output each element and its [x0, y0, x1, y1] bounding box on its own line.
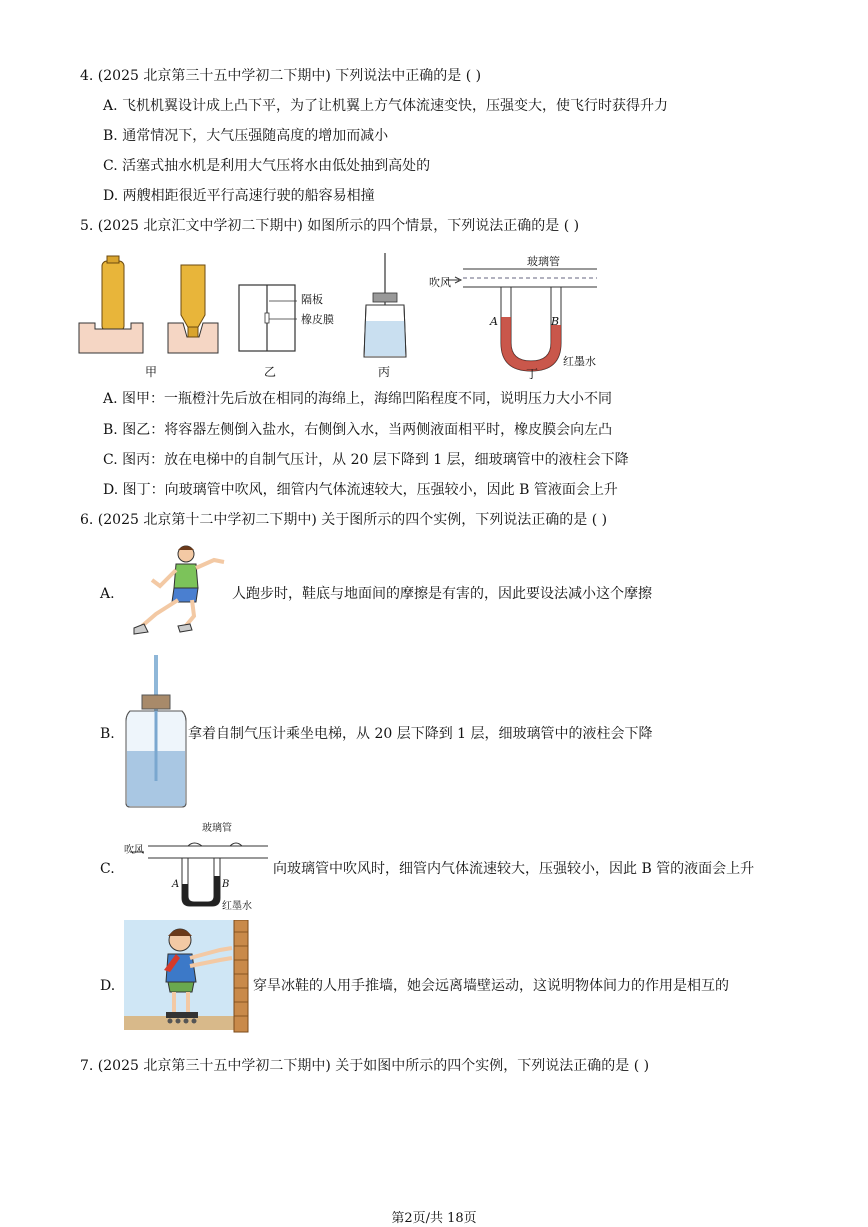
q6-option-b-text: 拿着自制气压计乘坐电梯，从 20 层下降到 1 层，细玻璃管中的液柱会下降	[188, 726, 653, 742]
q5-option-c: C. 图丙：放在电梯中的自制气压计，从 20 层下降到 1 层，细玻璃管中的液柱会下降	[103, 452, 629, 468]
q5-option-d: D. 图丁：向玻璃管中吹风，细管内气体流速较大，压强较小，因此 B 管液面会上升	[103, 482, 618, 498]
q4-option-c: C. 活塞式抽水机是利用大气压将水由低处抽到高处的	[103, 158, 431, 174]
label-ding: 丁	[526, 367, 539, 381]
q6-option-a-text: 人跑步时，鞋底与地面间的摩擦是有害的，因此要设法减小这个摩擦	[232, 586, 652, 602]
label-a: A	[490, 315, 498, 328]
q6-option-b-letter: B.	[100, 726, 115, 742]
skater-figure	[124, 920, 250, 1036]
label-jia: 甲	[145, 365, 158, 379]
q5-option-a: A. 图甲：一瓶橙汁先后放在相同的海绵上，海绵凹陷程度不同，说明压力大小不同	[103, 391, 613, 407]
q4-option-a: A. 飞机机翼设计成上凸下平，为了让机翼上方气体流速变快，压强变大，使飞行时获得升力	[103, 98, 669, 114]
q6-option-a-letter: A.	[100, 586, 115, 602]
q5-option-b: B. 图乙：将容器左侧倒入盐水，右侧倒入水，当两侧液面相平时，橡皮膜会向左凸	[103, 422, 613, 438]
q6-option-d-letter: D.	[100, 978, 116, 994]
q5-stem: 5. (2025 北京汇文中学初二下期中) 如图所示的四个情景，下列说法正确的是 ( )	[80, 218, 580, 234]
q4-stem: 4. (2025 北京第三十五中学初二下期中) 下列说法中正确的是 ( )	[80, 68, 482, 84]
label-boliguan: 玻璃管	[527, 255, 560, 268]
figure-jia	[79, 256, 218, 353]
q4-option-b: B. 通常情况下，大气压强随高度的增加而减小	[103, 128, 389, 144]
figure-bing	[364, 253, 406, 357]
c-label-b: B	[222, 879, 230, 890]
runner-figure	[128, 540, 230, 640]
figure-yi	[239, 285, 297, 351]
q6-stem: 6. (2025 北京第十二中学初二下期中) 关于图所示的四个实例，下列说法正确的是 ( )	[80, 512, 608, 528]
label-xiangpimo: 橡皮膜	[301, 313, 334, 326]
label-geban: 隔板	[301, 293, 323, 306]
label-hongmoshui: 红墨水	[563, 355, 596, 368]
barometer-figure	[124, 655, 188, 811]
q6-option-c-letter: C.	[100, 861, 115, 877]
label-b: B	[551, 315, 560, 328]
label-chuifeng: 吹风	[429, 276, 451, 289]
q7-stem: 7. (2025 北京第三十五中学初二下期中) 关于如图中所示的四个实例，下列说法正确的是 ( )	[80, 1058, 650, 1074]
q4-option-d: D. 两艘相距很近平行高速行驶的船容易相撞	[103, 188, 375, 204]
page-footer: 第2页/共 18页	[391, 1211, 477, 1226]
c-label-boliguan: 玻璃管	[202, 823, 232, 834]
q5-figure	[75, 253, 635, 383]
label-bing: 丙	[378, 365, 391, 379]
q6-option-d-text: 穿旱冰鞋的人用手推墙，她会远离墙壁运动，这说明物体间力的作用是相互的	[253, 978, 729, 994]
pipe-figure	[122, 818, 272, 914]
c-label-hongmoshui: 红墨水	[222, 901, 252, 912]
q6-option-c-text: 向玻璃管中吹风时，细管内气体流速较大，压强较小，因此 B 管的液面会上升	[273, 861, 755, 877]
c-label-a: A	[172, 879, 180, 890]
c-label-chuifeng: 吹风	[124, 845, 144, 856]
label-yi: 乙	[264, 365, 277, 379]
